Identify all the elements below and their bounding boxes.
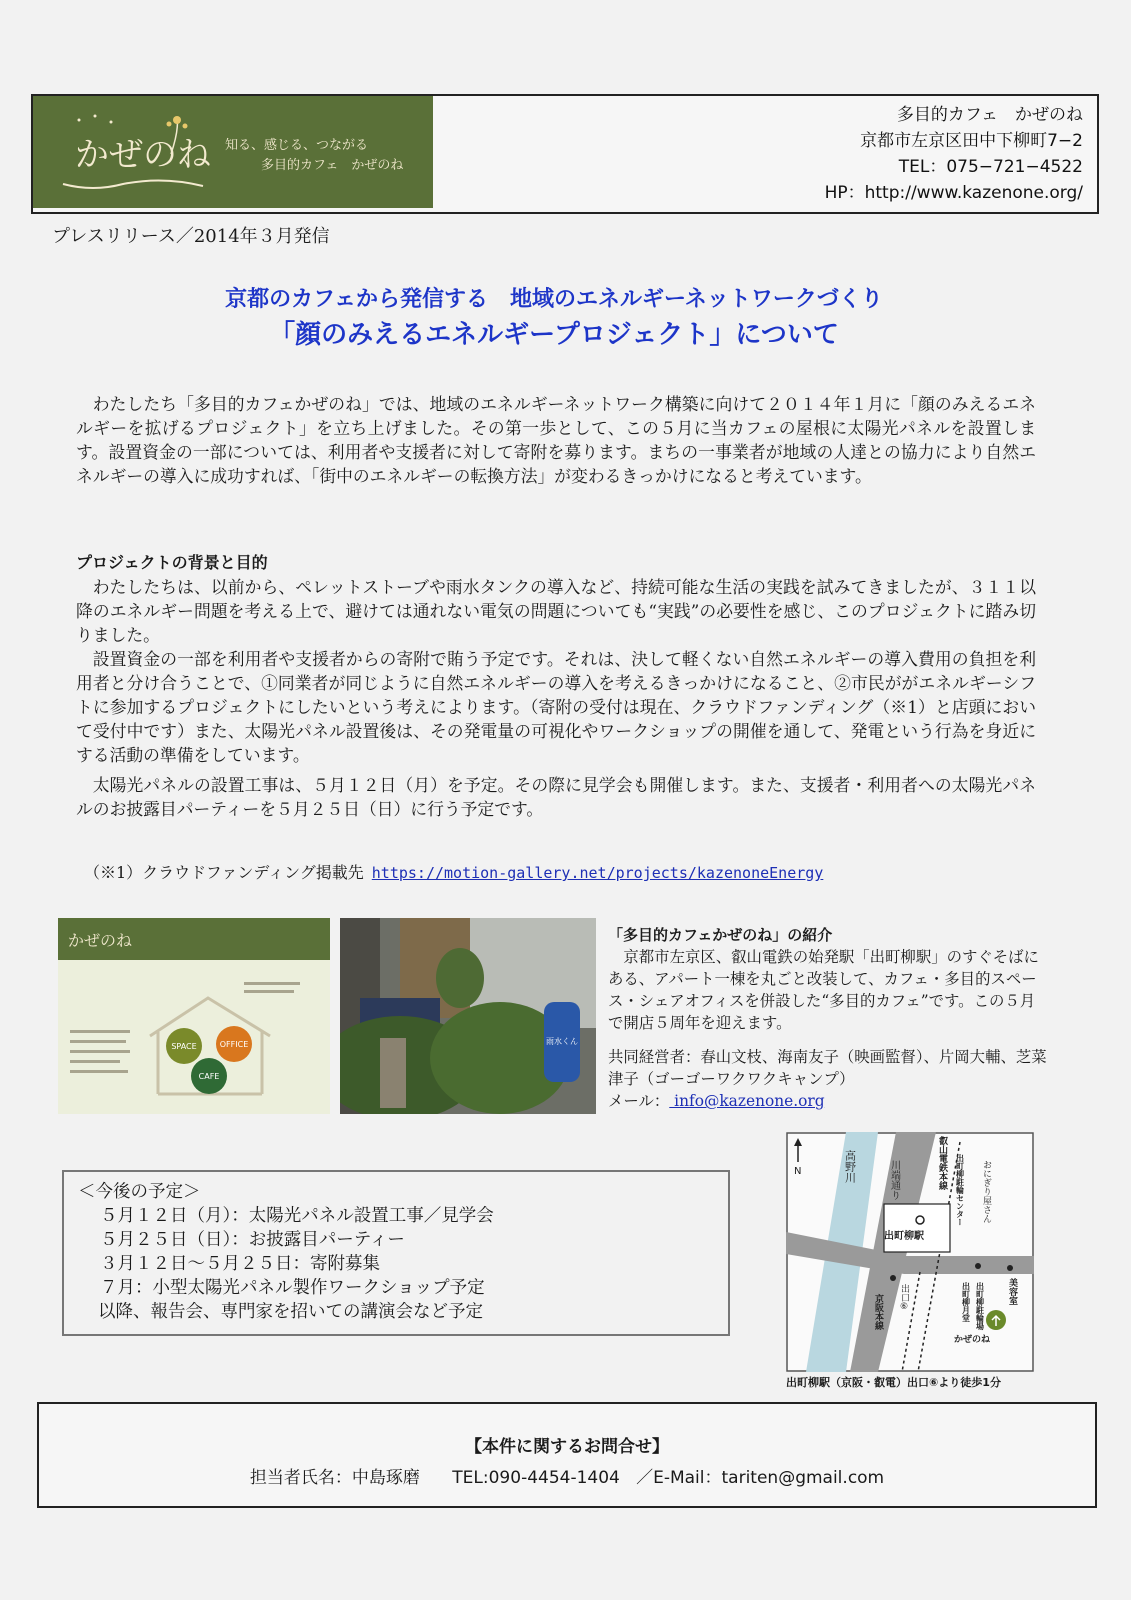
cafe-name: 多目的カフェ かぜのね	[896, 105, 1083, 125]
map-river-label: 高野川	[843, 1150, 857, 1183]
schedule-more: 以降、報告会、専門家を招いての講演会など予定	[98, 1302, 483, 1322]
inquiry-title: 【本件に関するお問合せ】	[465, 1437, 669, 1457]
schedule-item: ５月２５日（日）：お披露目パーティー	[100, 1230, 405, 1250]
release-line: プレスリリース／2014年３月発信	[52, 226, 330, 247]
inquiry-box	[37, 1402, 1097, 1508]
footnote-label: （※1）クラウドファンディング掲載先	[84, 863, 364, 882]
intro-paragraph	[76, 392, 1036, 488]
cafe-intro-body: 京都市左京区、叡山電鉄の始発駅「出町柳駅」のすぐそばにある、アパート一棟を丸ごと改装して、カフェ・多目的スペース・シェアオフィスを併設した“多目的カフェ”です。この５月で開店５周年を迎えます。	[608, 948, 1039, 1032]
title-line-2: 「顔のみえるエネルギープロジェクト」について	[269, 320, 839, 350]
section-heading-background: プロジェクトの背景と目的	[76, 553, 268, 572]
map-ryugetsu-label: 出町柳月堂	[961, 1282, 971, 1322]
schedule-item: ３月１２日〜５月２５日：寄附募集	[100, 1254, 380, 1274]
schedule-item: ５月１２日（月）：太陽光パネル設置工事／見学会	[100, 1206, 494, 1226]
map-eiden-label: 叡山電鉄本線	[937, 1136, 947, 1190]
title-line-1: 京都のカフェから発信する 地域のエネルギーネットワークづくり	[225, 287, 883, 312]
site-cafe-label: CAFE	[198, 1072, 220, 1081]
background-paragraph-2: 設置資金の一部を利用者や支援者からの寄附で賄う予定です。それは、決して軽くない自然エネルギーの導入費用の負担を利用者と分け合うことで、①同業者が同じように自然エネルギーの導入を考えるきっかけになること、②市民ががエネルギーシフトに参加するプロジェクトにしたいという考えによります。（寄附の受付は現在、クラウドファンディング（※1）と店頭において受付中です）また、太陽光パネル設置後は、その発電量の可視化やワークショップの開催を通して、発電という行為を身近にする活動の準備をしています。	[76, 649, 1036, 765]
cafe-intro-heading: 「多目的カフェかぜのね」の紹介	[608, 926, 833, 944]
map-keihan-label: 京阪本線	[873, 1294, 883, 1330]
kazenone-logo	[53, 114, 223, 198]
cafe-homepage[interactable]: HP：http://www.kazenone.org/	[824, 183, 1083, 203]
contact-person: 担当者氏名：中島琢磨	[249, 1468, 420, 1488]
crowdfunding-link[interactable]: https://motion-gallery.net/projects/kazenoneEnergy	[371, 864, 824, 882]
background-section	[76, 575, 1036, 767]
cafe-photo-illustration	[340, 918, 596, 1114]
access-map	[786, 1132, 1034, 1372]
contact-tel: TEL:090-4454-1404	[452, 1468, 620, 1488]
site-space-label: SPACE	[171, 1042, 197, 1051]
contact-email[interactable]: ／E-Mail：tariten@gmail.com	[636, 1468, 885, 1488]
document-title	[0, 284, 1108, 354]
cafe-tel: TEL：075−721−4522	[898, 157, 1083, 177]
intro-text: わたしたち「多目的カフェかぜのね」では、地域のエネルギーネットワーク構築に向けて２０１４年１月に「顔のみえるエネルギーを拡げるプロジェクト」を立ち上げました。その第一歩として、この５月に当カフェの屋根に太陽光パネルを設置します。設置資金の一部については、利用者や支援者に対して寄附を募ります。まちの一事業者が地域の人達との協力により自然エネルギーの導入に成功すれば、「街中のエネルギーの転換方法」が変わるきっかけになると考えています。	[76, 394, 1036, 486]
rain-tank-sign: 雨水くん	[546, 1037, 578, 1046]
map-north-label: N	[794, 1166, 802, 1177]
logo-text: かぜのね	[75, 135, 211, 175]
website-screenshot-image	[58, 918, 330, 1114]
site-cafe-circle	[191, 1058, 227, 1094]
background-paragraph-1: わたしたちは、以前から、ペレットストーブや雨水タンクの導入など、持続可能な生活の実践を試みてきましたが、３１１以降のエネルギー問題を考える上で、避けては通れない電気の問題についても“実践”の必要性を感じ、このプロジェクトに踏み切りました。	[76, 577, 1036, 645]
plan-paragraph: 太陽光パネルの設置工事は、５月１２日（月）を予定。その際に見学会も開催します。また、支援者・利用者への太陽光パネルのお披露目パーティーを５月２５日（日）に行う予定です。	[76, 775, 1036, 819]
map-kazenone-label: かぜのね	[954, 1335, 991, 1345]
footnote	[84, 860, 823, 883]
map-bike-center-label: 出町柳駐輪センター	[955, 1154, 965, 1226]
plan-section	[76, 773, 1036, 821]
schedule-title: ＜今後の予定＞	[78, 1182, 201, 1202]
map-caption: 出町柳駅（京阪・叡電）出口⑥より徒歩1分	[786, 1376, 1001, 1389]
cafe-mail-line	[608, 1090, 1048, 1112]
cafe-address: 京都市左京区田中下柳町7−2	[860, 131, 1083, 151]
site-office-label: OFFICE	[219, 1040, 249, 1049]
map-exit-label: 出口⑥	[899, 1284, 909, 1312]
site-logo-text: かぜのね	[68, 931, 133, 950]
inquiry-line	[39, 1463, 1095, 1488]
station-box	[884, 1204, 950, 1252]
website-illustration	[58, 918, 330, 1114]
map-station-label: 出町柳駅	[884, 1231, 924, 1242]
schedule-item: ７月：小型太陽光パネル製作ワークショップ予定	[100, 1278, 485, 1298]
map-bike-parking-label: 出町柳駐輪場	[975, 1282, 985, 1330]
map-onigiri-label: おにぎり屋さん	[981, 1160, 991, 1223]
letterhead	[31, 94, 1099, 214]
map-street-label: 川端通り	[888, 1160, 900, 1200]
banner-tagline: 知る、感じる、つながる	[225, 138, 369, 153]
cafe-banner	[33, 96, 433, 208]
map-drawing	[786, 1132, 1034, 1372]
map-salon-label: 美容室	[1007, 1278, 1017, 1305]
schedule-box	[62, 1170, 730, 1336]
mail-link[interactable]: info@kazenone.org	[669, 1092, 825, 1110]
cafe-photo	[340, 918, 596, 1114]
site-office-circle	[216, 1026, 252, 1062]
banner-tagline-2: 多目的カフェ かぜのね	[261, 158, 404, 173]
cafe-introduction	[608, 924, 1048, 1112]
header-contact	[825, 102, 1083, 206]
site-space-circle	[166, 1028, 202, 1064]
mail-label: メール：	[608, 1092, 670, 1110]
cafe-managers: 共同経営者：春山文枝、海南友子（映画監督）、片岡大輔、芝菜津子（ゴーゴーワクワクキャンプ）	[608, 1048, 1047, 1088]
